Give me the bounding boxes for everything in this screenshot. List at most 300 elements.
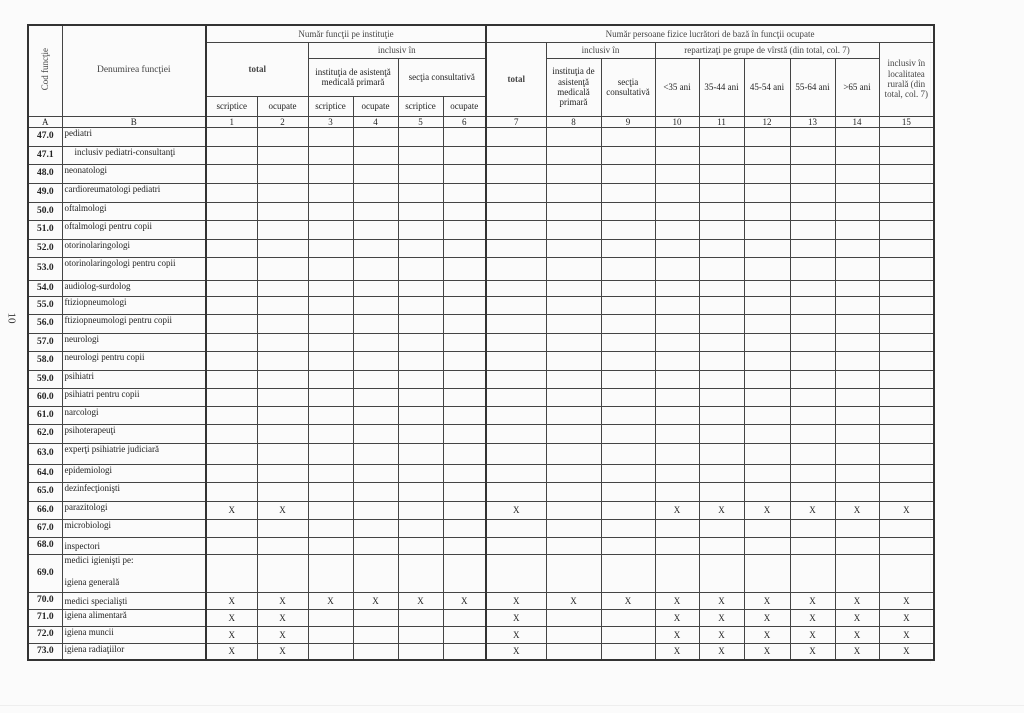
data-cell[interactable] (835, 537, 879, 554)
data-cell[interactable] (443, 482, 486, 501)
data-cell[interactable] (546, 370, 601, 388)
data-cell[interactable] (308, 482, 353, 501)
data-cell[interactable] (257, 464, 308, 482)
data-cell[interactable] (699, 146, 744, 164)
data-cell[interactable] (879, 424, 934, 443)
data-cell[interactable] (790, 464, 835, 482)
data-cell[interactable] (443, 280, 486, 296)
data-cell[interactable] (601, 239, 655, 257)
data-cell[interactable] (744, 239, 790, 257)
data-cell[interactable] (835, 220, 879, 239)
data-cell[interactable] (353, 146, 398, 164)
data-cell[interactable] (353, 351, 398, 370)
data-cell[interactable] (879, 351, 934, 370)
data-cell[interactable] (546, 183, 601, 202)
data-cell[interactable] (744, 127, 790, 146)
data-cell[interactable] (546, 333, 601, 351)
data-cell[interactable] (308, 626, 353, 643)
data-cell[interactable] (790, 406, 835, 424)
data-cell[interactable] (601, 482, 655, 501)
data-cell[interactable] (486, 519, 546, 537)
data-cell[interactable] (744, 146, 790, 164)
data-cell[interactable] (486, 370, 546, 388)
data-cell[interactable] (546, 202, 601, 220)
data-cell[interactable] (398, 370, 443, 388)
data-cell[interactable] (257, 519, 308, 537)
data-cell[interactable] (398, 146, 443, 164)
data-cell[interactable] (443, 220, 486, 239)
data-cell[interactable] (353, 220, 398, 239)
data-cell[interactable] (601, 443, 655, 464)
data-cell[interactable] (699, 314, 744, 333)
data-cell[interactable] (655, 257, 699, 280)
data-cell[interactable] (546, 406, 601, 424)
data-cell[interactable] (257, 183, 308, 202)
data-cell[interactable] (257, 482, 308, 501)
data-cell[interactable] (443, 333, 486, 351)
data-cell[interactable] (398, 202, 443, 220)
data-cell[interactable] (443, 183, 486, 202)
data-cell[interactable] (398, 482, 443, 501)
data-cell[interactable] (546, 314, 601, 333)
data-cell[interactable] (744, 554, 790, 592)
data-cell[interactable] (443, 296, 486, 314)
data-cell[interactable] (601, 333, 655, 351)
data-cell[interactable] (257, 220, 308, 239)
data-cell[interactable] (546, 388, 601, 406)
data-cell[interactable] (601, 464, 655, 482)
data-cell[interactable] (443, 464, 486, 482)
data-cell[interactable] (655, 146, 699, 164)
data-cell[interactable] (835, 424, 879, 443)
data-cell[interactable] (655, 464, 699, 482)
data-cell[interactable] (443, 501, 486, 519)
data-cell[interactable] (699, 183, 744, 202)
data-cell[interactable] (486, 164, 546, 183)
data-cell[interactable] (835, 406, 879, 424)
data-cell[interactable] (601, 626, 655, 643)
data-cell[interactable] (601, 164, 655, 183)
data-cell[interactable] (257, 554, 308, 592)
data-cell[interactable] (699, 537, 744, 554)
data-cell[interactable] (257, 333, 308, 351)
data-cell[interactable] (398, 501, 443, 519)
data-cell[interactable] (744, 314, 790, 333)
data-cell[interactable] (353, 239, 398, 257)
data-cell[interactable] (398, 626, 443, 643)
data-cell[interactable] (206, 146, 257, 164)
data-cell[interactable] (790, 519, 835, 537)
data-cell[interactable] (398, 183, 443, 202)
data-cell[interactable] (443, 202, 486, 220)
data-cell[interactable] (443, 127, 486, 146)
data-cell[interactable] (486, 239, 546, 257)
data-cell[interactable] (879, 183, 934, 202)
data-cell[interactable] (879, 220, 934, 239)
data-cell[interactable] (699, 370, 744, 388)
data-cell[interactable] (398, 424, 443, 443)
data-cell[interactable] (443, 351, 486, 370)
data-cell[interactable] (744, 164, 790, 183)
data-cell[interactable] (790, 146, 835, 164)
data-cell[interactable] (699, 220, 744, 239)
data-cell[interactable] (546, 464, 601, 482)
data-cell[interactable] (655, 370, 699, 388)
data-cell[interactable] (353, 554, 398, 592)
data-cell[interactable] (257, 146, 308, 164)
data-cell[interactable] (398, 406, 443, 424)
data-cell[interactable] (257, 537, 308, 554)
data-cell[interactable] (398, 220, 443, 239)
data-cell[interactable] (353, 501, 398, 519)
data-cell[interactable] (699, 406, 744, 424)
data-cell[interactable] (308, 643, 353, 660)
data-cell[interactable] (353, 280, 398, 296)
data-cell[interactable] (601, 257, 655, 280)
data-cell[interactable] (655, 127, 699, 146)
data-cell[interactable] (744, 202, 790, 220)
data-cell[interactable] (308, 443, 353, 464)
data-cell[interactable] (744, 424, 790, 443)
data-cell[interactable] (443, 239, 486, 257)
data-cell[interactable] (790, 257, 835, 280)
data-cell[interactable] (308, 537, 353, 554)
data-cell[interactable] (398, 314, 443, 333)
data-cell[interactable] (790, 280, 835, 296)
data-cell[interactable] (257, 280, 308, 296)
data-cell[interactable] (308, 127, 353, 146)
data-cell[interactable] (546, 220, 601, 239)
data-cell[interactable] (353, 370, 398, 388)
data-cell[interactable] (744, 351, 790, 370)
data-cell[interactable] (879, 464, 934, 482)
data-cell[interactable] (308, 314, 353, 333)
data-cell[interactable] (486, 220, 546, 239)
data-cell[interactable] (353, 388, 398, 406)
data-cell[interactable] (744, 257, 790, 280)
data-cell[interactable] (879, 239, 934, 257)
data-cell[interactable] (699, 239, 744, 257)
data-cell[interactable] (308, 406, 353, 424)
data-cell[interactable] (443, 424, 486, 443)
data-cell[interactable] (879, 370, 934, 388)
data-cell[interactable] (206, 127, 257, 146)
data-cell[interactable] (353, 164, 398, 183)
data-cell[interactable] (655, 220, 699, 239)
data-cell[interactable] (546, 127, 601, 146)
data-cell[interactable] (655, 202, 699, 220)
data-cell[interactable] (308, 164, 353, 183)
data-cell[interactable] (398, 609, 443, 626)
data-cell[interactable] (308, 501, 353, 519)
data-cell[interactable] (206, 257, 257, 280)
data-cell[interactable] (486, 554, 546, 592)
data-cell[interactable] (835, 296, 879, 314)
data-cell[interactable] (546, 257, 601, 280)
data-cell[interactable] (486, 314, 546, 333)
data-cell[interactable] (398, 554, 443, 592)
data-cell[interactable] (546, 424, 601, 443)
data-cell[interactable] (744, 333, 790, 351)
data-cell[interactable] (655, 424, 699, 443)
data-cell[interactable] (206, 183, 257, 202)
data-cell[interactable] (546, 351, 601, 370)
data-cell[interactable] (790, 333, 835, 351)
data-cell[interactable] (790, 239, 835, 257)
data-cell[interactable] (206, 482, 257, 501)
data-cell[interactable] (257, 257, 308, 280)
data-cell[interactable] (308, 280, 353, 296)
data-cell[interactable] (879, 164, 934, 183)
data-cell[interactable] (353, 482, 398, 501)
data-cell[interactable] (546, 554, 601, 592)
data-cell[interactable] (206, 220, 257, 239)
data-cell[interactable] (353, 183, 398, 202)
data-cell[interactable] (879, 443, 934, 464)
data-cell[interactable] (699, 280, 744, 296)
data-cell[interactable] (206, 351, 257, 370)
data-cell[interactable] (257, 443, 308, 464)
data-cell[interactable] (879, 314, 934, 333)
data-cell[interactable] (398, 280, 443, 296)
data-cell[interactable] (398, 257, 443, 280)
data-cell[interactable] (353, 609, 398, 626)
data-cell[interactable] (601, 146, 655, 164)
data-cell[interactable] (486, 146, 546, 164)
data-cell[interactable] (257, 406, 308, 424)
data-cell[interactable] (601, 388, 655, 406)
data-cell[interactable] (443, 554, 486, 592)
data-cell[interactable] (699, 443, 744, 464)
data-cell[interactable] (206, 443, 257, 464)
data-cell[interactable] (879, 146, 934, 164)
data-cell[interactable] (398, 519, 443, 537)
data-cell[interactable] (257, 351, 308, 370)
data-cell[interactable] (879, 537, 934, 554)
data-cell[interactable] (601, 314, 655, 333)
data-cell[interactable] (486, 464, 546, 482)
data-cell[interactable] (835, 351, 879, 370)
data-cell[interactable] (206, 280, 257, 296)
data-cell[interactable] (257, 370, 308, 388)
data-cell[interactable] (206, 202, 257, 220)
data-cell[interactable] (790, 127, 835, 146)
data-cell[interactable] (879, 280, 934, 296)
data-cell[interactable] (601, 424, 655, 443)
data-cell[interactable] (601, 609, 655, 626)
data-cell[interactable] (744, 388, 790, 406)
data-cell[interactable] (601, 643, 655, 660)
data-cell[interactable] (601, 370, 655, 388)
data-cell[interactable] (486, 406, 546, 424)
data-cell[interactable] (257, 202, 308, 220)
data-cell[interactable] (601, 406, 655, 424)
data-cell[interactable] (206, 464, 257, 482)
data-cell[interactable] (790, 296, 835, 314)
data-cell[interactable] (835, 127, 879, 146)
data-cell[interactable] (398, 127, 443, 146)
data-cell[interactable] (655, 537, 699, 554)
data-cell[interactable] (744, 519, 790, 537)
data-cell[interactable] (699, 127, 744, 146)
data-cell[interactable] (443, 388, 486, 406)
data-cell[interactable] (835, 443, 879, 464)
data-cell[interactable] (835, 164, 879, 183)
data-cell[interactable] (546, 626, 601, 643)
data-cell[interactable] (879, 296, 934, 314)
data-cell[interactable] (655, 280, 699, 296)
data-cell[interactable] (546, 609, 601, 626)
data-cell[interactable] (308, 519, 353, 537)
data-cell[interactable] (486, 183, 546, 202)
data-cell[interactable] (655, 333, 699, 351)
data-cell[interactable] (655, 239, 699, 257)
data-cell[interactable] (486, 351, 546, 370)
data-cell[interactable] (353, 443, 398, 464)
data-cell[interactable] (206, 314, 257, 333)
data-cell[interactable] (443, 257, 486, 280)
data-cell[interactable] (744, 406, 790, 424)
data-cell[interactable] (308, 257, 353, 280)
data-cell[interactable] (601, 280, 655, 296)
data-cell[interactable] (744, 296, 790, 314)
data-cell[interactable] (601, 519, 655, 537)
data-cell[interactable] (601, 183, 655, 202)
data-cell[interactable] (835, 239, 879, 257)
data-cell[interactable] (308, 554, 353, 592)
data-cell[interactable] (546, 501, 601, 519)
data-cell[interactable] (655, 519, 699, 537)
data-cell[interactable] (790, 351, 835, 370)
data-cell[interactable] (206, 554, 257, 592)
data-cell[interactable] (835, 464, 879, 482)
data-cell[interactable] (257, 164, 308, 183)
data-cell[interactable] (699, 351, 744, 370)
data-cell[interactable] (486, 280, 546, 296)
data-cell[interactable] (353, 424, 398, 443)
data-cell[interactable] (699, 388, 744, 406)
data-cell[interactable] (206, 333, 257, 351)
data-cell[interactable] (353, 643, 398, 660)
data-cell[interactable] (486, 333, 546, 351)
data-cell[interactable] (443, 609, 486, 626)
data-cell[interactable] (398, 537, 443, 554)
data-cell[interactable] (398, 643, 443, 660)
data-cell[interactable] (790, 482, 835, 501)
data-cell[interactable] (353, 333, 398, 351)
data-cell[interactable] (308, 609, 353, 626)
data-cell[interactable] (308, 183, 353, 202)
data-cell[interactable] (206, 239, 257, 257)
data-cell[interactable] (206, 537, 257, 554)
data-cell[interactable] (486, 424, 546, 443)
data-cell[interactable] (257, 127, 308, 146)
data-cell[interactable] (744, 280, 790, 296)
data-cell[interactable] (443, 519, 486, 537)
data-cell[interactable] (790, 424, 835, 443)
data-cell[interactable] (443, 537, 486, 554)
data-cell[interactable] (486, 388, 546, 406)
data-cell[interactable] (601, 537, 655, 554)
data-cell[interactable] (308, 333, 353, 351)
data-cell[interactable] (699, 257, 744, 280)
data-cell[interactable] (398, 333, 443, 351)
data-cell[interactable] (699, 164, 744, 183)
data-cell[interactable] (206, 406, 257, 424)
data-cell[interactable] (879, 519, 934, 537)
data-cell[interactable] (206, 424, 257, 443)
data-cell[interactable] (601, 296, 655, 314)
data-cell[interactable] (546, 537, 601, 554)
data-cell[interactable] (655, 482, 699, 501)
data-cell[interactable] (790, 183, 835, 202)
data-cell[interactable] (744, 220, 790, 239)
data-cell[interactable] (601, 127, 655, 146)
data-cell[interactable] (835, 257, 879, 280)
data-cell[interactable] (546, 146, 601, 164)
data-cell[interactable] (835, 370, 879, 388)
data-cell[interactable] (601, 220, 655, 239)
data-cell[interactable] (790, 202, 835, 220)
data-cell[interactable] (398, 388, 443, 406)
data-cell[interactable] (601, 202, 655, 220)
data-cell[interactable] (546, 164, 601, 183)
data-cell[interactable] (546, 482, 601, 501)
data-cell[interactable] (443, 370, 486, 388)
data-cell[interactable] (308, 464, 353, 482)
data-cell[interactable] (443, 146, 486, 164)
data-cell[interactable] (353, 202, 398, 220)
data-cell[interactable] (655, 314, 699, 333)
data-cell[interactable] (790, 314, 835, 333)
data-cell[interactable] (744, 443, 790, 464)
data-cell[interactable] (546, 239, 601, 257)
data-cell[interactable] (835, 183, 879, 202)
data-cell[interactable] (308, 239, 353, 257)
data-cell[interactable] (486, 257, 546, 280)
data-cell[interactable] (206, 296, 257, 314)
data-cell[interactable] (699, 464, 744, 482)
data-cell[interactable] (790, 220, 835, 239)
data-cell[interactable] (879, 257, 934, 280)
data-cell[interactable] (486, 482, 546, 501)
data-cell[interactable] (206, 519, 257, 537)
data-cell[interactable] (308, 202, 353, 220)
data-cell[interactable] (699, 424, 744, 443)
data-cell[interactable] (879, 388, 934, 406)
data-cell[interactable] (398, 464, 443, 482)
data-cell[interactable] (835, 519, 879, 537)
data-cell[interactable] (443, 643, 486, 660)
data-cell[interactable] (206, 388, 257, 406)
data-cell[interactable] (655, 351, 699, 370)
data-cell[interactable] (655, 164, 699, 183)
data-cell[interactable] (546, 643, 601, 660)
data-cell[interactable] (353, 626, 398, 643)
data-cell[interactable] (790, 537, 835, 554)
data-cell[interactable] (257, 314, 308, 333)
data-cell[interactable] (353, 519, 398, 537)
data-cell[interactable] (655, 296, 699, 314)
data-cell[interactable] (790, 443, 835, 464)
data-cell[interactable] (655, 406, 699, 424)
data-cell[interactable] (308, 370, 353, 388)
data-cell[interactable] (699, 202, 744, 220)
data-cell[interactable] (879, 333, 934, 351)
data-cell[interactable] (308, 388, 353, 406)
data-cell[interactable] (546, 519, 601, 537)
data-cell[interactable] (353, 314, 398, 333)
